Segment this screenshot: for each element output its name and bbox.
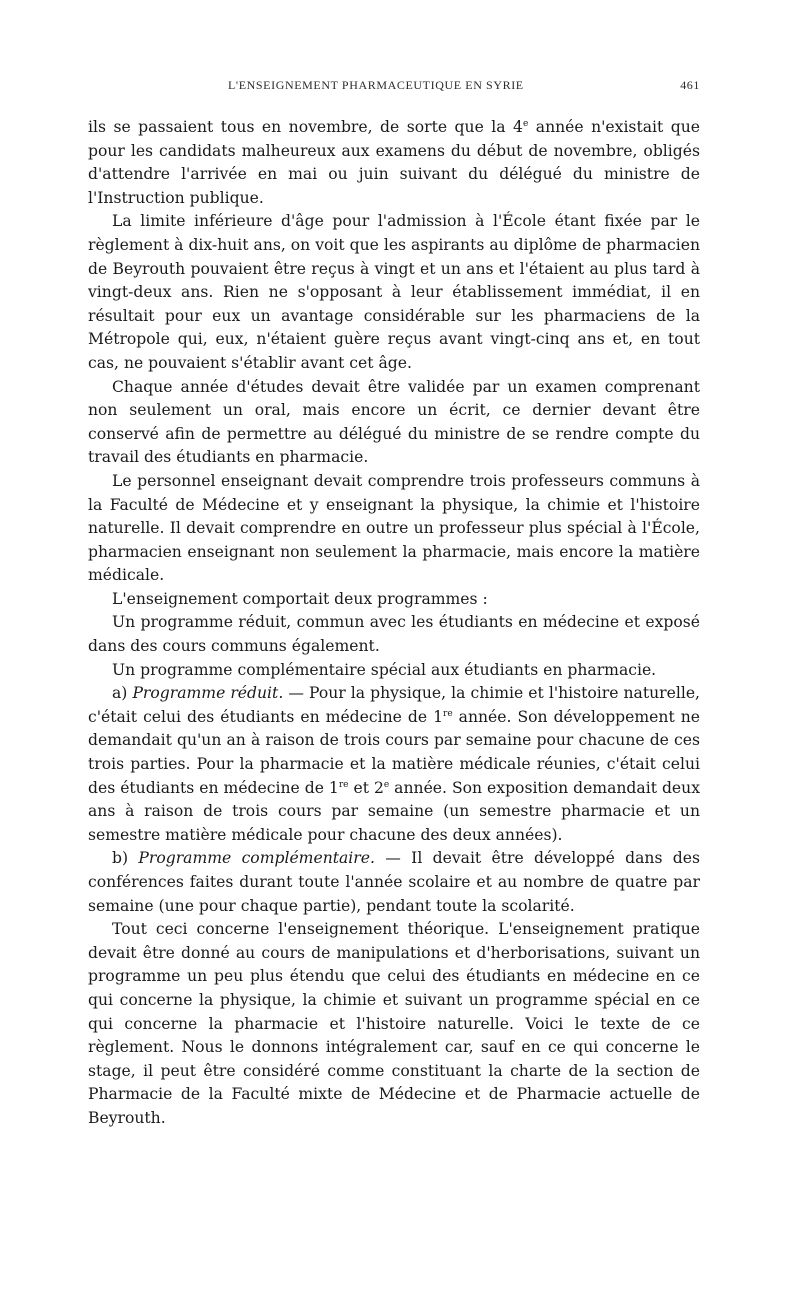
text-run: — Il devait être développé dans des conférences faites durant toute l'année scolaire et au nombre de quatre par semaine (une pour chaque partie), pendant toute la scolarité. bbox=[88, 849, 700, 915]
text-run: Un programme réduit, commun avec les étudiants en médecine et exposé dans des cours communs également. bbox=[88, 613, 700, 656]
text-run: Tout ceci concerne l'enseignement théorique. L'enseignement pratique devait être donné au cours de manipulations et d'herborisations, suivant un programme un peu plus étendu que celui des étudiants en médecine en ce qui concerne la physique, la chimie et suivant un programme spécial en ce qui concerne la pharmacie et l'histoire naturelle. Voici le texte de ce règlement. Nous le donnons intégralement car, sauf en ce qui concerne le stage, il peut être considéré comme constituant la charte de la section de Pharmacie de la Faculté mixte de Médecine et de Pharmacie actuelle de Beyrouth. bbox=[88, 920, 700, 1127]
superscript: re bbox=[443, 708, 453, 719]
superscript: e bbox=[383, 779, 390, 790]
paragraph bbox=[88, 847, 700, 918]
paragraph bbox=[88, 470, 700, 588]
text-run: année. Son exposition demandait deux ans à raison de trois cours par semaine (un semestre pharmacie et un semestre matière médicale pour chacune des deux années). bbox=[88, 778, 700, 844]
italic-heading: Programme réduit. bbox=[132, 684, 284, 703]
paragraph bbox=[88, 659, 700, 683]
paragraph bbox=[88, 210, 700, 375]
superscript: re bbox=[338, 779, 349, 790]
text-run: et 2 bbox=[348, 778, 384, 797]
page-number: 461 bbox=[680, 78, 700, 92]
text-run: Chaque année d'études devait être validée par un examen comprenant non seulement un oral, mais encore un écrit, ce dernier devant être conservé afin de permettre au délégué du ministre de se rendre compte du travail des étudiants en pharmacie. bbox=[88, 377, 700, 467]
paragraph bbox=[88, 611, 700, 658]
book-page bbox=[88, 76, 701, 1127]
superscript: e bbox=[522, 119, 529, 129]
text-run: année. Son développement ne demandait qu'un an à raison de trois cours par semaine pour chacune de ces trois parties. Pour la pharmacie et la matière médicale réunies, c'était celui des étudiants en médecine de 1 bbox=[88, 707, 700, 797]
text-run: Un programme complémentaire spécial aux étudiants en pharmacie. bbox=[112, 660, 657, 679]
text-run: b) bbox=[112, 849, 139, 868]
text-run: a) bbox=[112, 684, 133, 703]
text-run: — Pour la physique, la chimie et l'histoire naturelle, c'était celui des étudiants en médecine de 1 bbox=[88, 684, 701, 726]
running-title: L'ENSEIGNEMENT PHARMACEUTIQUE EN SYRIE bbox=[228, 78, 524, 92]
body-text bbox=[88, 116, 700, 1131]
paragraph bbox=[88, 588, 700, 612]
italic-heading: Programme complémentaire. bbox=[138, 849, 375, 868]
paragraph bbox=[88, 918, 700, 1130]
text-run: Le personnel enseignant devait comprendre trois professeurs communs à la Faculté de Médecine et y enseignant la physique, la chimie et l'histoire naturelle. Il devait comprendre en outre un professeur plus spécial à l'École, pharmacien enseignant non seulement la pharmacie, mais encore la matière médicale. bbox=[88, 471, 700, 585]
text-run: L'enseignement comportait deux programmes : bbox=[112, 589, 488, 608]
text-run: année n'existait que pour les candidats malheureux aux examens du début de novembre, obligés d'attendre l'arrivée en mai ou juin suivant du délégué du ministre de l'Instruction publique. bbox=[88, 118, 700, 207]
paragraph bbox=[88, 116, 700, 210]
paragraph bbox=[88, 682, 700, 847]
text-run: ils se passaient tous en novembre, de sorte que la 4 bbox=[88, 118, 523, 136]
running-head bbox=[88, 76, 700, 100]
text-run: La limite inférieure d'âge pour l'admission à l'École étant fixée par le règlement à dix-huit ans, on voit que les aspirants au diplôme de pharmacien de Beyrouth pouvaient être reçus à vingt et un ans et l'étaient au plus tard à vingt-deux ans. Rien ne s'opposant à leur établissement immédiat, il en résultait pour eux un avantage considérable sur les pharmaciens de la Métropole qui, eux, n'étaient guère reçus avant vingt-cinq ans et, en tout cas, ne pouvaient s'établir avant cet âge. bbox=[88, 212, 700, 372]
paragraph bbox=[88, 376, 700, 470]
